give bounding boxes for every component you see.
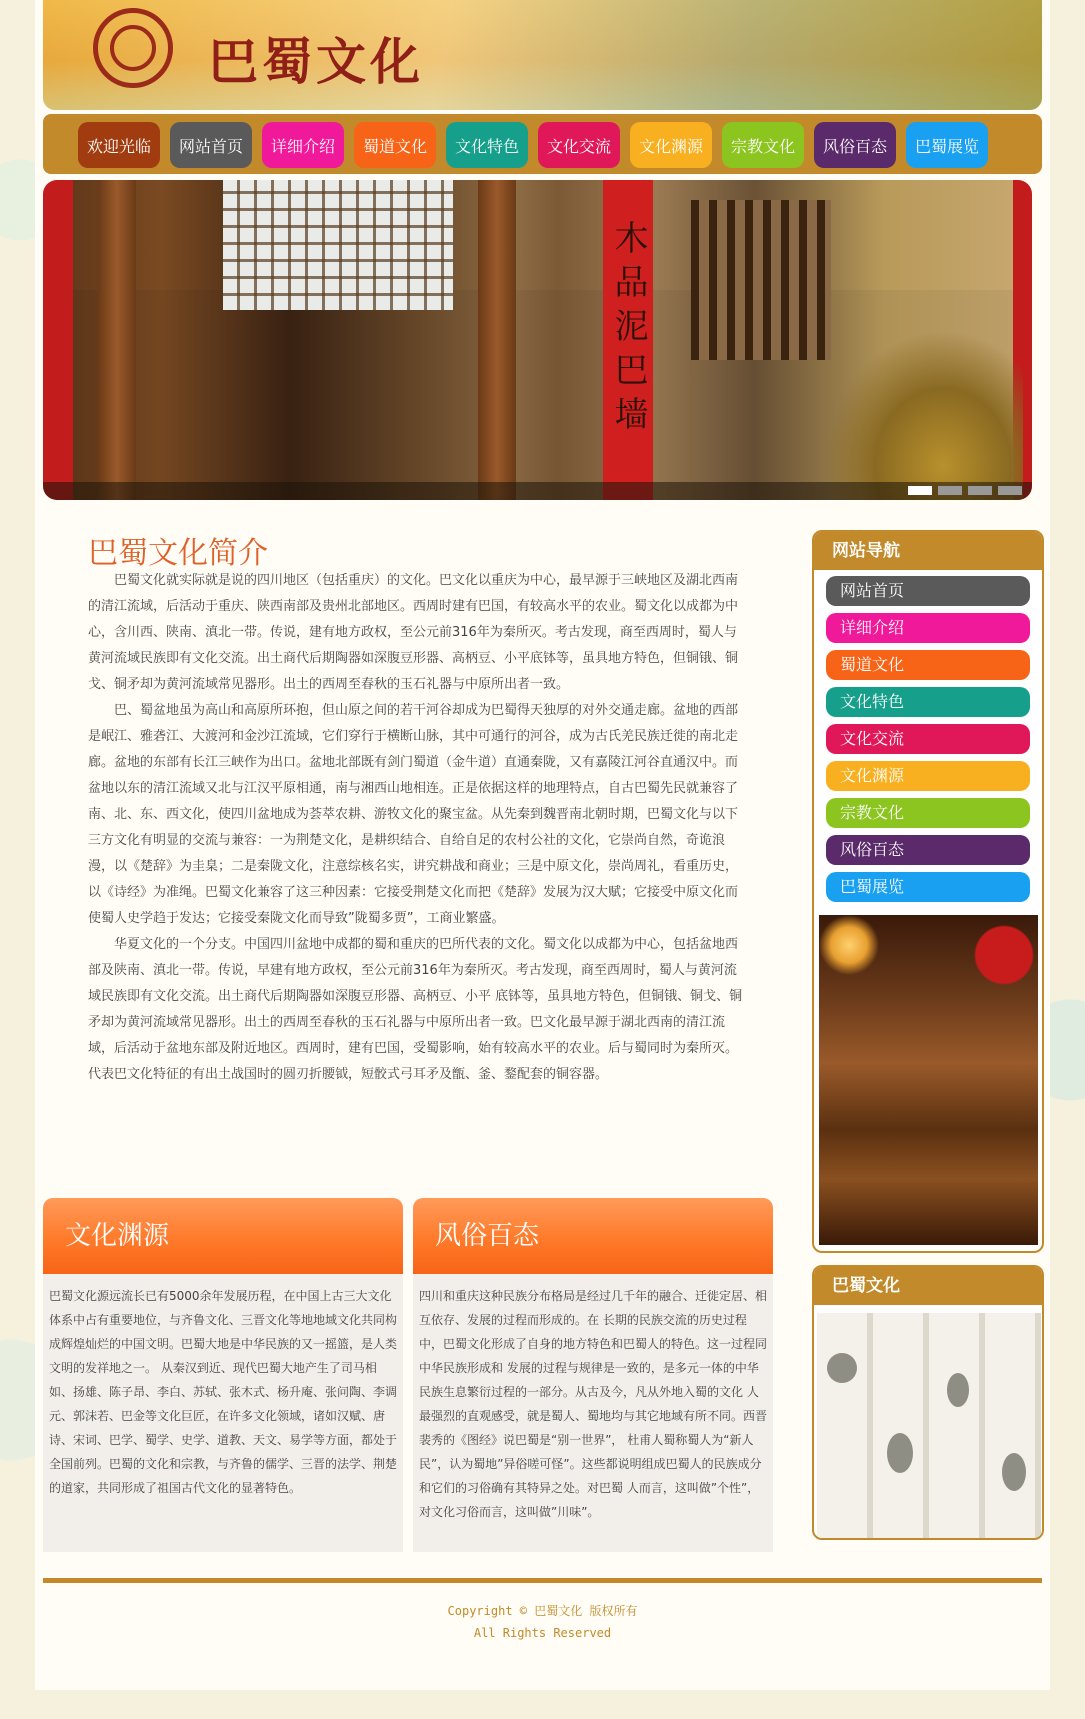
- hero-straw-bundle: [823, 330, 1023, 500]
- slide-dot-3[interactable]: [968, 486, 992, 495]
- article-paragraph: 华夏文化的一个分支。中国四川盆地中成都的蜀和重庆的巴所代表的文化。蜀文化以成都为中心，包括盆地西部及陕南、滇北一带。传说，早建有地方政权，至公元前316年为秦所灭。考古发现，商至西周时，蜀人与黄河流域民族即有文化交流。出土商代后期陶器如深腹豆形器、高柄豆、小平 底钵等，虽具地方特色，但铜锇、铜戈、铜矛却为黄河流域常见器形。出土的西周至春秋的玉石礼器与中原所出者一致。巴文化最早源于湖北西南的清江流域，后活动于盆地东部及附近地区。西周时，建有巴国，受蜀影响，始有较高水平的农业。后与蜀同时为秦所灭。代表巴文化特征的有出土战国时的圆刃折腰钺，短骹式弓耳矛及甑、釜、鍪配套的铜容器。: [88, 937, 743, 1082]
- footer-copyright: Copyright © 巴蜀文化 版权所有: [447, 1604, 638, 1618]
- slide-dot-2[interactable]: [938, 486, 962, 495]
- card-customs-title[interactable]: 风俗百态: [413, 1198, 773, 1274]
- card-origins-title[interactable]: 文化渊源: [43, 1198, 403, 1274]
- sidebar-item-features[interactable]: 文化特色: [826, 687, 1030, 717]
- nav-item-origins[interactable]: 文化渊源: [630, 122, 712, 168]
- ink-blot: [947, 1373, 969, 1407]
- restaurant-interior-image: [819, 915, 1038, 1245]
- sidebar-item-exchange[interactable]: 文化交流: [826, 724, 1030, 754]
- sidebar-gallery-panel: [812, 1265, 1044, 1540]
- article-title: 巴蜀文化简介: [88, 536, 268, 571]
- sidebar-gallery-title: 巴蜀文化: [814, 1267, 1042, 1305]
- top-nav: [43, 114, 1042, 174]
- nav-item-customs[interactable]: 风俗百态: [814, 122, 896, 168]
- hero-slideshow[interactable]: [43, 180, 1032, 500]
- sidebar-item-origins[interactable]: 文化渊源: [826, 761, 1030, 791]
- article-paragraph: 巴、蜀盆地虽为高山和高原所环抱，但山原之间的若干河谷却成为巴蜀得天独厚的对外交通走廊。盆地的西部是岷江、雅砻江、大渡河和金沙江流域，它们穿行于横断山脉，其中可通行的河谷，成为古氏羌民族迁徙的南北走廊。盆地的东部有长江三峡作为出口。盆地北部既有剑门蜀道（金牛道）直通秦陇，又有嘉陵江河谷直通汉中。而盆地以东的清江流域又北与江汉平原相通，南与湘西山地相连。正是依据这样的地理特点，自古巴蜀先民就兼容了南、北、东、西文化，使四川盆地成为荟萃农耕、游牧文化的聚宝盆。从先秦到魏晋南北朝时期，巴蜀文化与以下三方文化有明显的交流与兼容：一为荆楚文化，是耕织结合、自给自足的农村公社的文化，它崇尚自然，奇诡浪漫，以《楚辞》为圭臬；二是秦陇文化，注意综核名实，讲究耕战和商业；三是中原文化，崇尚周礼，看重历史，以《诗经》为准绳。巴蜀文化兼容了这三种因素：它接受荆楚文化而把《楚辞》发展为汉大赋；它接受中原文化而使蜀人史学趋于发达；它接受秦陇文化而导致”陇蜀多贾”，工商业繁盛。: [88, 703, 739, 926]
- hero-wooden-post: [478, 180, 516, 500]
- footer-divider: [43, 1578, 1042, 1583]
- sidebar-item-customs[interactable]: 风俗百态: [826, 835, 1030, 865]
- nav-item-features[interactable]: 文化特色: [446, 122, 528, 168]
- nav-item-shudao[interactable]: 蜀道文化: [354, 122, 436, 168]
- hero-window-bars: [691, 200, 831, 360]
- sidebar-photo-panel: [812, 905, 1044, 1253]
- card-customs: [413, 1198, 773, 1552]
- article-paragraph: 巴蜀文化就实际就是说的四川地区（包括重庆）的文化。巴文化以重庆为中心，最早源于三峡地区及湖北西南的清江流域，后活动于重庆、陕西南部及贵州北部地区。西周时建有巴国，有较高水平的农业。蜀文化以成都为中心，含川西、陕南、滇北一带。传说，建有地方政权，至公元前316年为秦所灭。考古发现，商至西周时，蜀人与黄河流域民族即有文化交流。出土商代后期陶器如深腹豆形器、高柄豆、小平底钵等，虽具地方特色，但铜锇、铜戈、铜矛却为黄河流域常见器形。出土的西周至春秋的玉石礼器与中原所出者一致。: [88, 573, 739, 692]
- hero-lattice-window: [223, 180, 453, 310]
- slide-dot-4[interactable]: [998, 486, 1022, 495]
- article-body: [88, 568, 748, 1088]
- nav-item-home[interactable]: 网站首页: [170, 122, 252, 168]
- nav-item-welcome[interactable]: 欢迎光临: [78, 122, 160, 168]
- sidebar-item-shudao[interactable]: 蜀道文化: [826, 650, 1030, 680]
- ink-blot: [827, 1353, 857, 1383]
- hero-red-banner-text: 木品泥巴墙: [608, 220, 648, 440]
- header-banner: [43, 0, 1042, 110]
- sidebar-nav-title: 网站导航: [814, 532, 1042, 570]
- ink-painting-scrolls-image[interactable]: [817, 1313, 1041, 1540]
- logo-seal-icon: [93, 8, 173, 88]
- card-customs-text: 四川和重庆这种民族分布格局是经过几千年的融合、迁徙定居、相互依存、发展的过程而形成的。在 长期的民族交流的历史过程中，巴蜀文化形成了自身的地方特色和巴蜀人的特色。这一过程同中华民族形成和 发展的过程与规律是一致的，是多元一体的中华民族生息繁衍过程的一部分。从古及今，凡从外地入蜀的文化 人最强烈的直观感受，就是蜀人、蜀地均与其它地域有所不同。西晋裴秀的《图经》说巴蜀是“别一世界”， 杜甫人蜀称蜀人为“新人民”，认为蜀地”异俗嗟可怪”。这些都说明组成巴蜀人的民族成分和它们的习俗确有其特异之处。对巴蜀 人而言，这叫做”个性”，对文化习俗而言，这叫做”川味”。: [413, 1274, 773, 1552]
- sidebar-item-exhibition[interactable]: 巴蜀展览: [826, 872, 1030, 902]
- nav-item-exhibition[interactable]: 巴蜀展览: [906, 122, 988, 168]
- sidebar-item-details[interactable]: 详细介绍: [826, 613, 1030, 643]
- sidebar-item-home[interactable]: 网站首页: [826, 576, 1030, 606]
- ink-blot: [887, 1433, 913, 1473]
- card-origins: [43, 1198, 403, 1552]
- footer: [43, 1600, 1042, 1644]
- nav-item-details[interactable]: 详细介绍: [262, 122, 344, 168]
- nav-item-religion[interactable]: 宗教文化: [722, 122, 804, 168]
- slide-dot-1[interactable]: [908, 486, 932, 495]
- card-origins-text: 巴蜀文化源远流长已有5000余年发展历程，在中国上古三大文化体系中占有重要地位，与齐鲁文化、三晋文化等地地域文化共同构成辉煌灿烂的中国文明。巴蜀大地是中华民族的又一摇篮，是人类文明的发祥地之一。 从秦汉到近、现代巴蜀大地产生了司马相如、扬雄、陈子昂、李白、苏轼、张木式、杨升庵、张问陶、李调元、郭沫若、巴金等文化巨匠，在许多文化领域，诸如汉赋、唐诗、宋词、巴学、蜀学、史学、道教、天文、易学等方面，都处于全国前列。巴蜀的文化和宗教，与齐鲁的儒学、三晋的法学、荆楚的道家，共同形成了祖国古代文化的显著特色。: [43, 1274, 403, 1552]
- footer-rights: All Rights Reserved: [473, 1626, 612, 1640]
- sidebar-item-religion[interactable]: 宗教文化: [826, 798, 1030, 828]
- site-logo-text[interactable]: 巴蜀文化: [208, 32, 424, 91]
- hero-wooden-post: [98, 180, 136, 500]
- ink-blot: [1002, 1453, 1026, 1491]
- nav-item-exchange[interactable]: 文化交流: [538, 122, 620, 168]
- slideshow-pager-bar: [43, 482, 1032, 500]
